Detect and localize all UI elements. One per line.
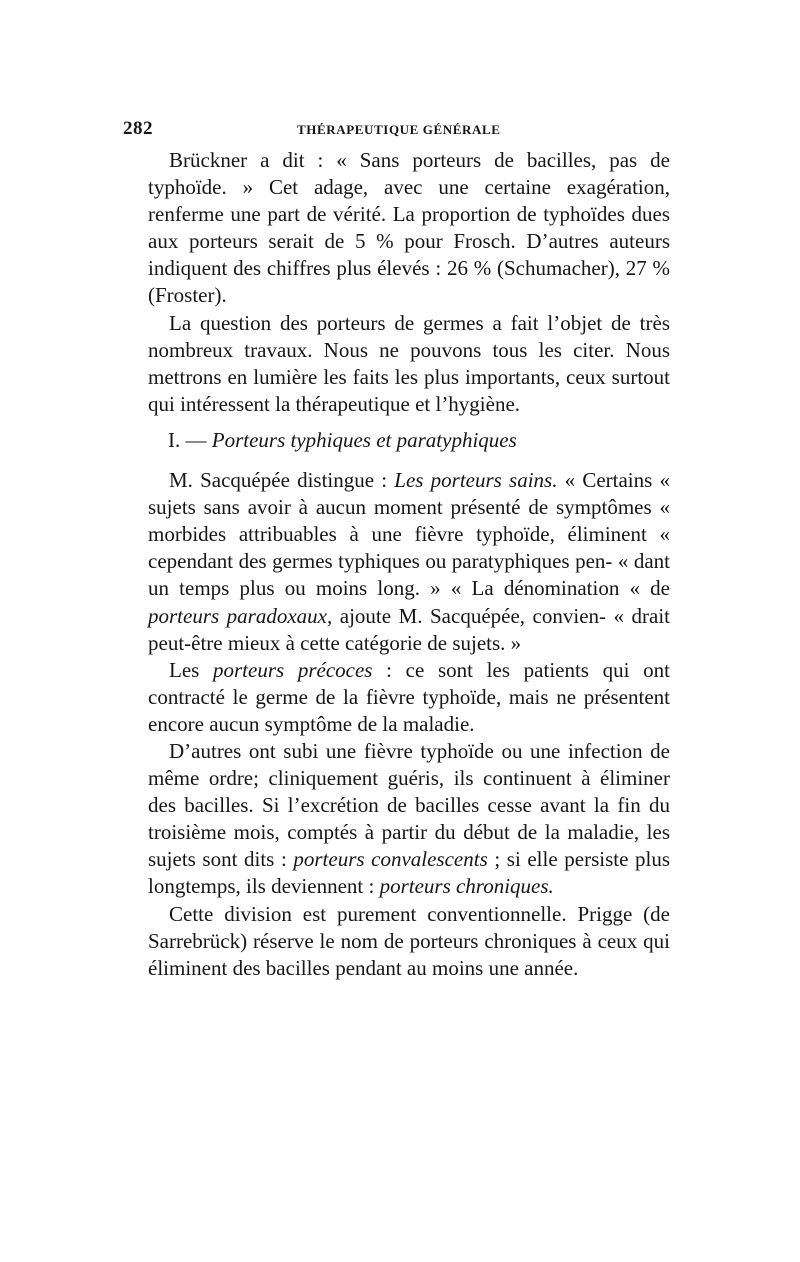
- p5-italic-porteurs-chroniques: porteurs chroniques.: [379, 874, 554, 899]
- page-number: 282: [123, 118, 153, 139]
- section-number: I. —: [168, 427, 212, 452]
- p3-text-e: ajoute M. Sacquépée, convien- « drait peut-être mieux à cette catégorie de sujets. »: [148, 603, 670, 655]
- p3-text-a: M. Sacquépée distingue :: [169, 468, 395, 493]
- p5-italic-porteurs-convalescents: porteurs convalescents: [293, 847, 488, 872]
- running-head: THÉRAPEUTIQUE GÉNÉRALE: [297, 122, 501, 137]
- section-heading: [148, 427, 670, 454]
- p3-italic-porteurs-paradoxaux: porteurs paradoxaux,: [148, 603, 333, 628]
- p4-text-a: Les: [169, 657, 213, 682]
- paragraph-2: La question des porteurs de germes a fait l’objet de très nombreux travaux. Nous ne pouvons tous les citer. Nous mettrons en lumière les faits les plus importants, ceux surtout qui intéressent la thérapeutique et l’hygiène.: [148, 310, 670, 416]
- paragraph-3: [148, 467, 670, 657]
- body-text: [148, 147, 670, 982]
- paragraph-4: [148, 657, 670, 738]
- p3-italic-porteurs-sains: Les porteurs sains.: [394, 468, 558, 493]
- paragraph-6: Cette division est purement conventionnelle. Prigge (de Sarrebrück) réserve le nom de porteurs chroniques à ceux qui éliminent des bacilles pendant au moins une année.: [148, 901, 670, 980]
- paragraph-5: [148, 738, 670, 901]
- p4-italic-porteurs-precoces: porteurs précoces: [213, 657, 373, 682]
- paragraph-1: Brückner a dit : « Sans porteurs de bacilles, pas de typhoïde. » Cet adage, avec une certaine exagération, renferme une part de vérité. La proportion de typhoïdes dues aux porteurs serait de 5 % pour Frosch. D’autres auteurs indiquent des chiffres plus élevés : 26 % (Schumacher), 27 % (Froster).: [148, 148, 670, 308]
- section-title: Porteurs typhiques et paratyphiques: [211, 427, 517, 452]
- p4-text-c: : ce sont les patients qui ont contracté le germe de la fièvre typhoïde, mais ne présentent encore aucun symptôme de la maladie.: [148, 657, 670, 736]
- p5-text-a: D’autres ont subi une fièvre typhoïde ou une infection de même ordre; cliniquement guéris, ils continuent à éliminer des bacilles. Si l’excrétion de bacilles cesse avant la fin du troisième mois, comptés à partir du début de la maladie, les sujets sont dits :: [148, 738, 670, 872]
- p5-text-c: ; si elle persiste plus longtemps, ils deviennent :: [148, 847, 671, 899]
- page-header: [123, 118, 670, 140]
- p3-text-c: « Certains « sujets sans avoir à aucun moment présenté de symptômes « morbides attribuables à une fièvre typhoïde, éliminent « cependant des germes typhiques ou paratyphiques pen- « dant un temps plus ou moins long. » « La dénomination « de: [148, 468, 670, 601]
